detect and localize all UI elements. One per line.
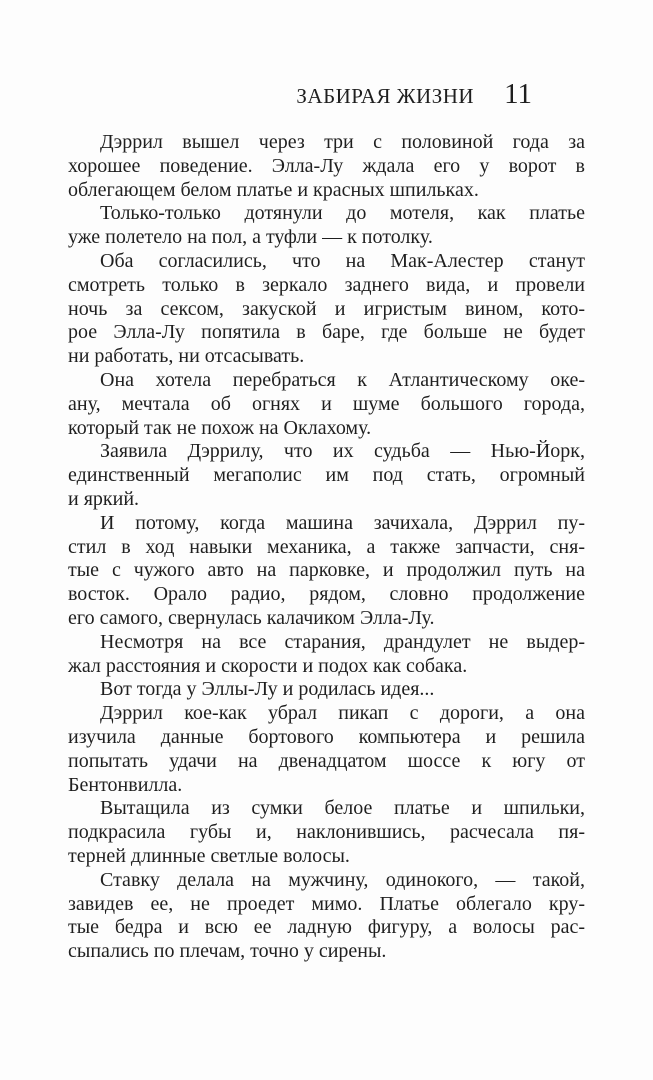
paragraph [68,631,585,679]
text-line: Вот тогда у Эллы-Лу и родилась идея... [100,678,435,701]
text-line: смотреть только в зеркало заднего вида, и провели [68,273,585,296]
text-line: Только-только дотянули до мотеля, как платье [100,202,585,225]
text-line: восток. Орало радио, рядом, словно продолжение [68,583,585,606]
text-line: его самого, свернулась калачиком Элла-Лу. [68,606,435,629]
running-header [0,78,532,111]
text-line: тые с чужого авто на парковке, и продолжил путь на [68,559,585,582]
text-line: единственный мегаполис им под стать, огромный [68,464,585,487]
text-line: рое Элла-Лу попятила в баре, где больше не будет [68,321,585,344]
paragraph [68,131,585,202]
running-header-title: ЗАБИРАЯ ЖИЗНИ [296,84,475,108]
text-line: Она хотела перебраться к Атлантическому оке- [100,368,585,391]
text-line: изучила данные бортового компьютера и решила [68,725,585,748]
text-line: сыпались по плечам, точно у сирены. [68,940,387,963]
paragraph [68,440,585,511]
text-line: Оба согласились, что на Мак-Алестер станут [100,249,585,272]
text-line: Вытащила из сумки белое платье и шпильки, [100,797,585,820]
text-line: облегающем белом платье и красных шпильках. [68,178,479,201]
text-line: ни работать, ни отсасывать. [68,345,305,368]
text-line: попытать удачи на двенадцатом шоссе к югу от [68,749,585,772]
paragraph [68,678,585,702]
text-line: ану, мечтала об огнях и шуме большого города, [68,392,585,415]
paragraph [68,702,585,797]
text-line: Заявила Дэррилу, что их судьба — Нью-Йорк, [100,440,585,463]
text-line: хорошее поведение. Элла-Лу ждала его у ворот в [68,154,585,177]
text-line: И потому, когда машина зачихала, Дэррил пу- [100,511,585,534]
paragraph [68,797,585,868]
text-line: Несмотря на все старания, драндулет не выдер- [100,630,585,653]
text-line: тые бедра и всю ее ладную фигуру, а волосы рас- [68,916,585,939]
page-number: 11 [504,78,532,110]
text-line: ночь за сексом, закуской и игристым вином, кото- [68,297,585,320]
text-line: подкрасила губы и, наклонившись, расчесала пя- [68,821,585,844]
paragraph [68,202,585,250]
text-line: завидев ее, не проедет мимо. Платье облегало кру- [68,892,585,915]
text-line: и яркий. [68,487,140,510]
body-text [68,131,585,964]
text-line: Бентонвилла. [68,773,183,796]
text-line: Ставку делала на мужчину, одинокого, — такой, [100,868,585,891]
paragraph [68,512,585,631]
paragraph [68,250,585,369]
text-line: уже полетело на пол, а туфли — к потолку. [68,226,433,249]
text-line: терней длинные светлые волосы. [68,844,350,867]
text-line: Дэррил кое-как убрал пикап с дороги, а она [100,702,585,725]
text-line: который так не похож на Оклахому. [68,416,372,439]
paragraph [68,869,585,964]
paragraph [68,369,585,440]
text-line: Дэррил вышел через три с половиной года за [100,131,585,153]
text-line: стил в ход навыки механика, а также запчасти, сня- [68,535,585,558]
text-line: жал расстояния и скорости и подох как собака. [68,654,468,677]
